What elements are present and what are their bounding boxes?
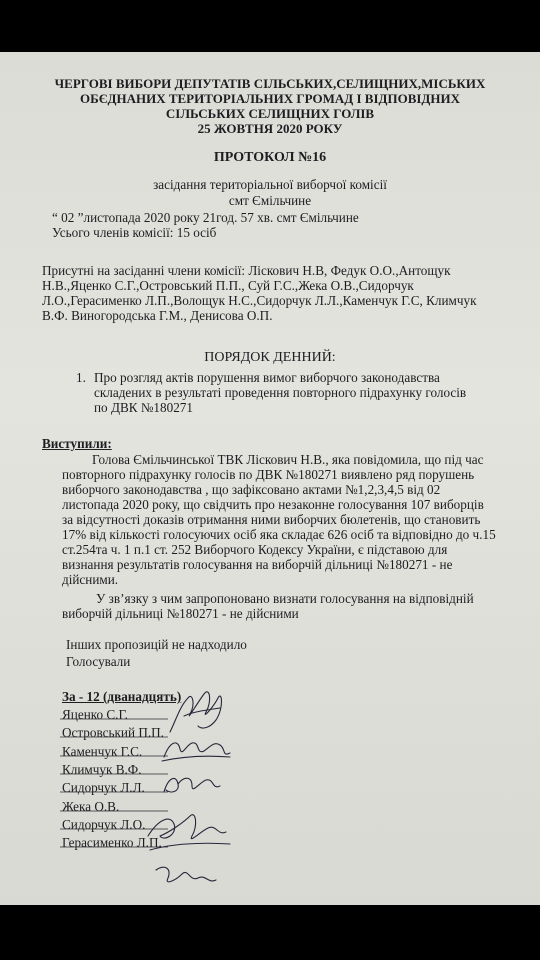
- speech-line: Голова Ємільчинської ТВК Ліскович Н.В., яка повідомила, що під час: [92, 452, 484, 467]
- voter-name: Островський П.П.: [62, 725, 164, 740]
- signature-scribble-2: [160, 727, 260, 767]
- speech-line: 17% від кількості голосуючих осіб яка складає 626 осіб та відповідно до ч.15: [62, 527, 496, 542]
- voter-name: Герасименко Л.П.: [62, 835, 162, 850]
- voter-name: Жека О.В.: [62, 799, 120, 814]
- proposal-line: У зв’язку з чим запропоновано визнати голосування на відповідній: [96, 591, 474, 606]
- speech-line: визнання результатів голосування на виборчій дільниці №180271 - не: [62, 557, 453, 572]
- voter-name: Сидорчук Л.Л.: [62, 780, 145, 795]
- present-line-4: В.Ф. Виногородська Г.М., Денисова О.П.: [42, 308, 273, 323]
- agenda-item-line-1: Про розгляд актів порушення вимог виборчого законодавства: [94, 370, 440, 385]
- members-total: Усього членів комісії: 15 осіб: [52, 225, 217, 240]
- signature-scribble-4: [140, 802, 250, 862]
- protocol-subtitle-2: смт Ємільчине: [228, 193, 312, 208]
- speech-line: листопада 2020 року, що свідчить про незаконне голосування 107 виборців: [62, 497, 484, 512]
- present-line-3: Л.О.,Герасименко Л.П.,Волощук Н.С.,Сидорчук Л.Л.,Каменчук Г.С, Климчук: [42, 293, 477, 308]
- speech-line: ст.254та ч. 1 п.1 ст. 252 Виборчого Кодексу України, є підставою для: [62, 542, 448, 557]
- protocol-title: ПРОТОКОЛ №16: [213, 150, 327, 165]
- signature-scribble-5: [150, 860, 230, 900]
- no-other-proposals: Інших пропозицій не надходило: [66, 637, 247, 652]
- agenda-item-number: 1.: [76, 370, 86, 385]
- voter-name: Сидорчук Л.О.: [62, 817, 146, 832]
- protocol-page: [0, 52, 540, 905]
- speech-line: виборчого законодавства , що зафіксовано актами №1,2,3,4,5 від 02: [62, 482, 441, 497]
- signature-scribble-3: [158, 764, 238, 804]
- proposal-line: виборчій дільниці №180271 - не дійсними: [62, 606, 299, 621]
- header-line-1: ЧЕРГОВІ ВИБОРИ ДЕПУТАТІВ СІЛЬСЬКИХ,СЕЛИЩНИХ,МІСЬКИХ: [54, 76, 486, 91]
- voter-name: Каменчук Г.С.: [62, 744, 143, 759]
- speech-line: дійсними.: [62, 572, 119, 587]
- speech-line: повторного підрахунку голосів по ДВК №180271 виявлено ряд порушень: [62, 467, 475, 482]
- present-line-2: Н.В.,Яценко С.Г.,Островський П.П., Суй Г.С.,Жека О.В.,Сидорчук: [42, 278, 414, 293]
- agenda-item-line-3: по ДВК №180271: [94, 400, 193, 415]
- present-line-1: Присутні на засіданні члени комісії: Ліскович Н.В, Федук О.О.,Антощук: [42, 263, 451, 278]
- voter-name: Яценко С.Г.: [62, 707, 128, 722]
- header-line-3: СІЛЬСЬКИХ СЕЛИЩНИХ ГОЛІВ: [165, 106, 375, 121]
- agenda-item-line-2: складених в результаті проведення повторного підрахунку голосів: [94, 385, 467, 400]
- protocol-subtitle-1: засідання територіальної виборчої комісії: [153, 177, 387, 192]
- votes-for-label: За - 12 (дванадцять): [62, 689, 182, 704]
- header-line-4: 25 ЖОВТНЯ 2020 РОКУ: [197, 121, 343, 136]
- header-line-2: ОБЄДНАНИХ ТЕРИТОРІАЛЬНИХ ГРОМАД І ВІДПОВІДНИХ: [80, 91, 460, 106]
- speeches-title: Виступили:: [42, 436, 112, 451]
- voted-label: Голосували: [66, 654, 131, 669]
- agenda-title: ПОРЯДОК ДЕННИЙ:: [204, 350, 336, 365]
- voter-name: Климчук В.Ф.: [62, 762, 142, 777]
- speech-line: за відсутності доказів отримання ними виборчих бюлетенів, що становить: [62, 512, 481, 527]
- protocol-date-line: “ 02 ”листопада 2020 року 21год. 57 хв. смт Ємільчине: [52, 210, 359, 225]
